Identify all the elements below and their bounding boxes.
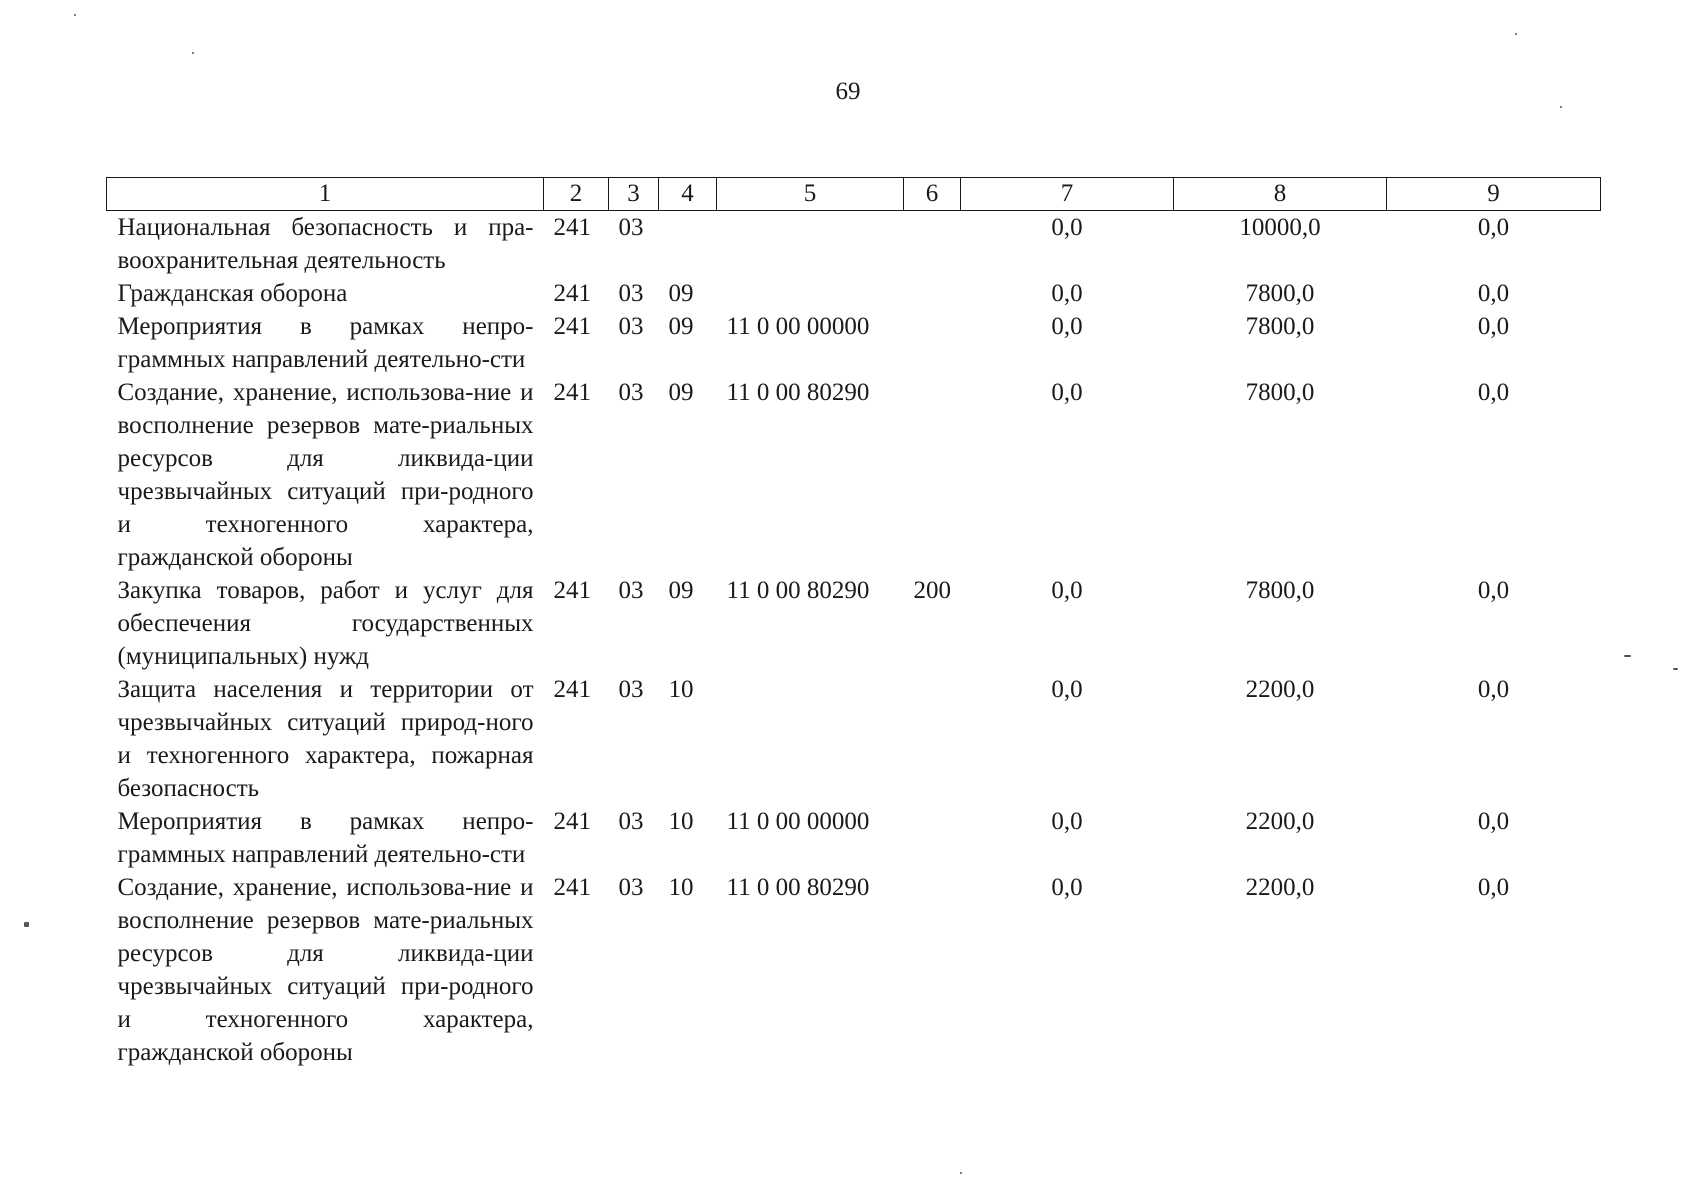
header-cell-8: 8 [1174,178,1387,211]
cell-col8: 7800,0 [1245,280,1315,307]
cell-col7: 0,0 [1051,379,1083,406]
cell-col9: 0,0 [1477,808,1510,835]
row-name: Создание, хранение, использова-ние и восполнение резервов мате-риальных ресурсов для ликвида-ции чрезвычайных ситуаций при-родного и техногенного характера, гражданской обороны [117,874,534,1066]
scan-speck [1673,668,1678,670]
cell-section: 03 [618,874,644,901]
row-name: Гражданская оборона [117,280,348,307]
cell-target-article [717,277,904,310]
cell-ministry: 241 [553,214,591,241]
row-name: Национальная безопасность и пра-воохранительная деятельность [117,214,534,274]
cell-col8: 2200,0 [1245,874,1315,901]
table-row [107,574,1601,673]
cell-target-article: 11 0 00 00000 [726,808,870,835]
cell-col7: 0,0 [1051,577,1083,604]
row-name: Закупка товаров, работ и услуг для обеспечения государственных (муниципальных) нужд [117,577,534,670]
cell-col8: 7800,0 [1245,313,1315,340]
table-row [107,871,1601,1069]
cell-col8: 7800,0 [1245,379,1315,406]
cell-ministry: 241 [553,313,591,340]
scan-speck [24,922,29,927]
cell-col7: 0,0 [1051,874,1083,901]
cell-col9: 0,0 [1477,577,1510,604]
table-row [107,310,1601,376]
cell-expense-type [904,673,961,805]
cell-col7: 0,0 [1051,808,1083,835]
cell-target-article [717,211,904,278]
cell-target-article: 11 0 00 80290 [726,874,870,901]
cell-subsection: 09 [668,379,694,406]
budget-table [106,177,1601,1069]
cell-subsection: 10 [668,874,694,901]
header-cell-7: 7 [961,178,1174,211]
page-number: 69 [835,78,861,105]
cell-col7: 0,0 [1051,280,1083,307]
cell-ministry: 241 [553,577,591,604]
scan-speck [192,52,194,54]
table-header [107,178,1601,211]
cell-expense-type: 200 [913,577,951,604]
table-row [107,376,1601,574]
header-cell-6: 6 [904,178,961,211]
scan-speck [1515,33,1517,35]
cell-expense-type [904,376,961,574]
row-name: Создание, хранение, использова-ние и восполнение резервов мате-риальных ресурсов для ликвида-ции чрезвычайных ситуаций при-родного и техногенного характера, гражданской обороны [117,379,534,571]
scan-speck [74,14,76,16]
cell-subsection: 10 [668,676,694,703]
row-name: Защита населения и территории от чрезвычайных ситуаций природ-ного и техногенного характера, пожарная безопасность [117,676,534,802]
cell-section: 03 [618,577,644,604]
cell-col8: 2200,0 [1245,676,1315,703]
table-row [107,277,1601,310]
cell-col7: 0,0 [1051,313,1083,340]
table-row [107,673,1601,805]
cell-ministry: 241 [553,379,591,406]
header-cell-1: 1 [107,178,544,211]
cell-target-article: 11 0 00 00000 [726,313,870,340]
cell-subsection: 09 [668,577,694,604]
cell-col7: 0,0 [1051,676,1083,703]
scan-speck [960,1172,962,1174]
cell-col8: 10000,0 [1239,214,1321,241]
cell-section: 03 [618,808,644,835]
cell-col9: 0,0 [1477,676,1510,703]
cell-col8: 7800,0 [1245,577,1315,604]
cell-subsection: 10 [668,808,694,835]
cell-expense-type [904,871,961,1069]
cell-col9: 0,0 [1477,214,1510,241]
cell-section: 03 [618,379,644,406]
header-cell-4: 4 [659,178,717,211]
row-name: Мероприятия в рамках непро-граммных направлений деятельно-сти [117,808,534,868]
scan-speck [1624,655,1631,657]
cell-subsection: 09 [668,313,694,340]
header-cell-2: 2 [544,178,609,211]
cell-col7: 0,0 [1051,214,1083,241]
cell-section: 03 [618,676,644,703]
header-row [107,178,1601,211]
cell-ministry: 241 [553,676,591,703]
cell-target-article [717,673,904,805]
cell-expense-type [904,310,961,376]
cell-expense-type [904,805,961,871]
cell-section: 03 [618,313,644,340]
header-cell-3: 3 [609,178,659,211]
cell-expense-type [904,277,961,310]
cell-subsection [659,211,717,278]
table-row [107,211,1601,278]
cell-ministry: 241 [553,808,591,835]
cell-expense-type [904,211,961,278]
cell-ministry: 241 [553,874,591,901]
cell-col9: 0,0 [1477,313,1510,340]
cell-target-article: 11 0 00 80290 [726,379,870,406]
cell-col8: 2200,0 [1245,808,1315,835]
table-body [107,211,1601,1070]
cell-col9: 0,0 [1477,280,1510,307]
cell-col9: 0,0 [1477,379,1510,406]
cell-col9: 0,0 [1477,874,1510,901]
cell-section: 03 [618,214,644,241]
cell-target-article: 11 0 00 80290 [726,577,870,604]
table-row [107,805,1601,871]
cell-section: 03 [618,280,644,307]
header-cell-9: 9 [1387,178,1601,211]
cell-subsection: 09 [668,280,694,307]
header-cell-5: 5 [717,178,904,211]
cell-ministry: 241 [553,280,591,307]
row-name: Мероприятия в рамках непро-граммных направлений деятельно-сти [117,313,534,373]
scan-speck [1560,106,1562,108]
